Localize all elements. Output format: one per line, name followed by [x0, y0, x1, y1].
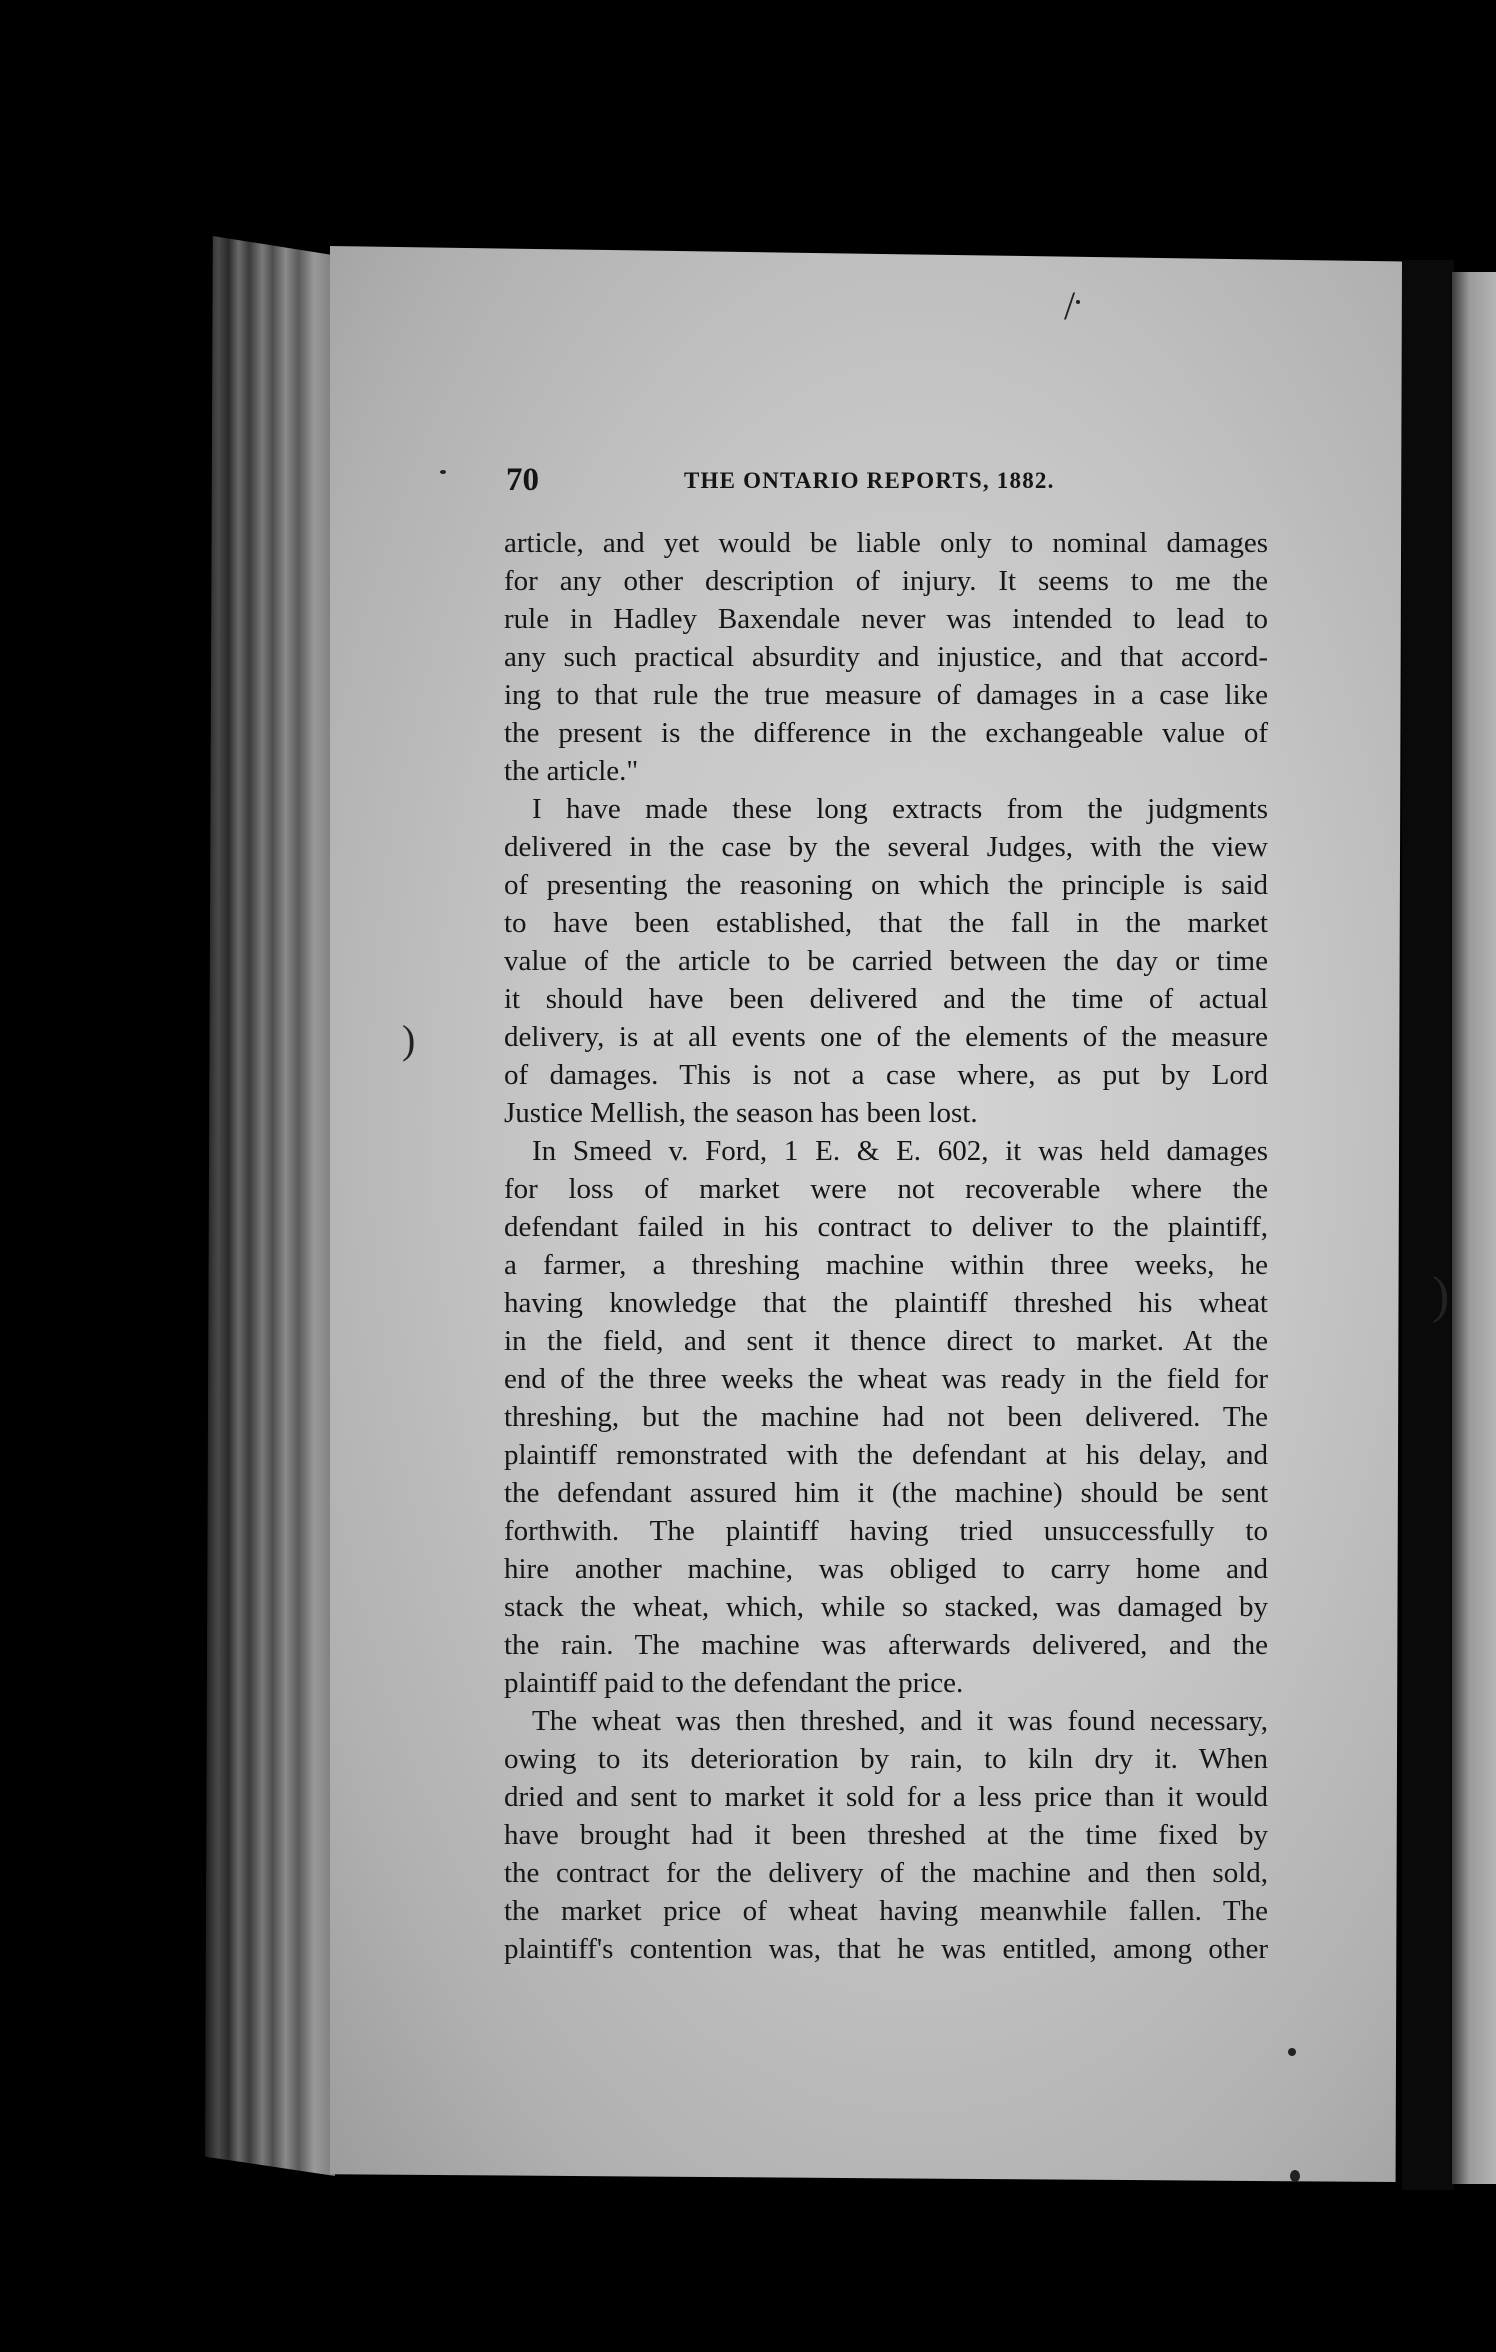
text-line: of presenting the reasoning on which the principle is said [504, 869, 1268, 901]
text-line: In Smeed v. Ford, 1 E. & E. 602, it was held damages [532, 1135, 1268, 1167]
text-line: for loss of market were not recoverable where the [504, 1173, 1268, 1205]
text-line: plaintiff paid to the defendant the price. [504, 1667, 964, 1699]
text-line: forthwith. The plaintiff having tried unsuccessfully to [504, 1515, 1268, 1547]
text-line: stack the wheat, which, while so stacked, was damaged by [504, 1591, 1268, 1623]
text-line: any such practical absurdity and injustice, and that accord- [504, 641, 1268, 673]
text-line: dried and sent to market it sold for a less price than it would [504, 1781, 1268, 1813]
page-number: 70 [506, 462, 539, 498]
text-line: defendant failed in his contract to deliver to the plaintiff, [504, 1211, 1268, 1243]
text-line: it should have been delivered and the time of actual [504, 983, 1268, 1015]
text-line: the article." [504, 755, 639, 787]
text-line: ing to that rule the true measure of damages in a case like [504, 679, 1268, 711]
text-line: Justice Mellish, the season has been lost. [504, 1097, 978, 1129]
scan-speck [1288, 2048, 1296, 2056]
margin-pencil-mark: ) [1432, 1267, 1450, 1324]
text-line: article, and yet would be liable only to nominal damages [504, 527, 1268, 559]
gutter-shadow [1402, 260, 1454, 2190]
text-line: having knowledge that the plaintiff threshed his wheat [504, 1287, 1268, 1319]
scan-speck [1076, 300, 1080, 304]
margin-pencil-mark: ) [402, 1017, 416, 1062]
text-line: the contract for the delivery of the machine and then sold, [504, 1857, 1268, 1889]
text-line: for any other description of injury. It seems to me the [504, 565, 1268, 597]
text-line: rule in Hadley Baxendale never was intended to lead to [504, 603, 1268, 635]
text-line: have brought had it been threshed at the time fixed by [504, 1819, 1268, 1851]
text-line: the present is the difference in the exchangeable value of [504, 717, 1268, 749]
text-line: delivered in the case by the several Judges, with the view [504, 831, 1268, 863]
text-line: the defendant assured him it (the machine) should be sent [504, 1477, 1268, 1509]
text-line: in the field, and sent it thence direct to market. At the [504, 1325, 1268, 1357]
margin-pencil-mark: / [1064, 283, 1076, 328]
facing-page-edge [1452, 272, 1496, 2184]
text-line: plaintiff's contention was, that he was entitled, among other [504, 1933, 1268, 1965]
body-text [504, 524, 1268, 1968]
text-line: The wheat was then threshed, and it was found necessary, [532, 1705, 1268, 1737]
text-line: the rain. The machine was afterwards delivered, and the [504, 1629, 1268, 1661]
scan-speck [440, 470, 446, 474]
text-line: delivery, is at all events one of the elements of the measure [504, 1021, 1268, 1053]
page-edges [205, 236, 335, 2176]
text-line: plaintiff remonstrated with the defendant at his delay, and [504, 1439, 1268, 1471]
text-line: threshing, but the machine had not been delivered. The [504, 1401, 1268, 1433]
text-line: a farmer, a threshing machine within three weeks, he [504, 1249, 1268, 1281]
text-line: end of the three weeks the wheat was ready in the field for [504, 1363, 1268, 1395]
text-line: to have been established, that the fall in the market [504, 907, 1268, 939]
text-line: of damages. This is not a case where, as put by Lord [504, 1059, 1268, 1091]
running-head-title: THE ONTARIO REPORTS, 1882. [684, 468, 1055, 493]
text-line: the market price of wheat having meanwhile fallen. The [504, 1895, 1268, 1927]
running-head [506, 462, 1266, 506]
text-line: I have made these long extracts from the judgments [532, 793, 1268, 825]
text-line: hire another machine, was obliged to carry home and [504, 1553, 1268, 1585]
scan-speck [1290, 2170, 1300, 2182]
text-line: value of the article to be carried between the day or time [504, 945, 1268, 977]
text-line: owing to its deterioration by rain, to kiln dry it. When [504, 1743, 1268, 1775]
